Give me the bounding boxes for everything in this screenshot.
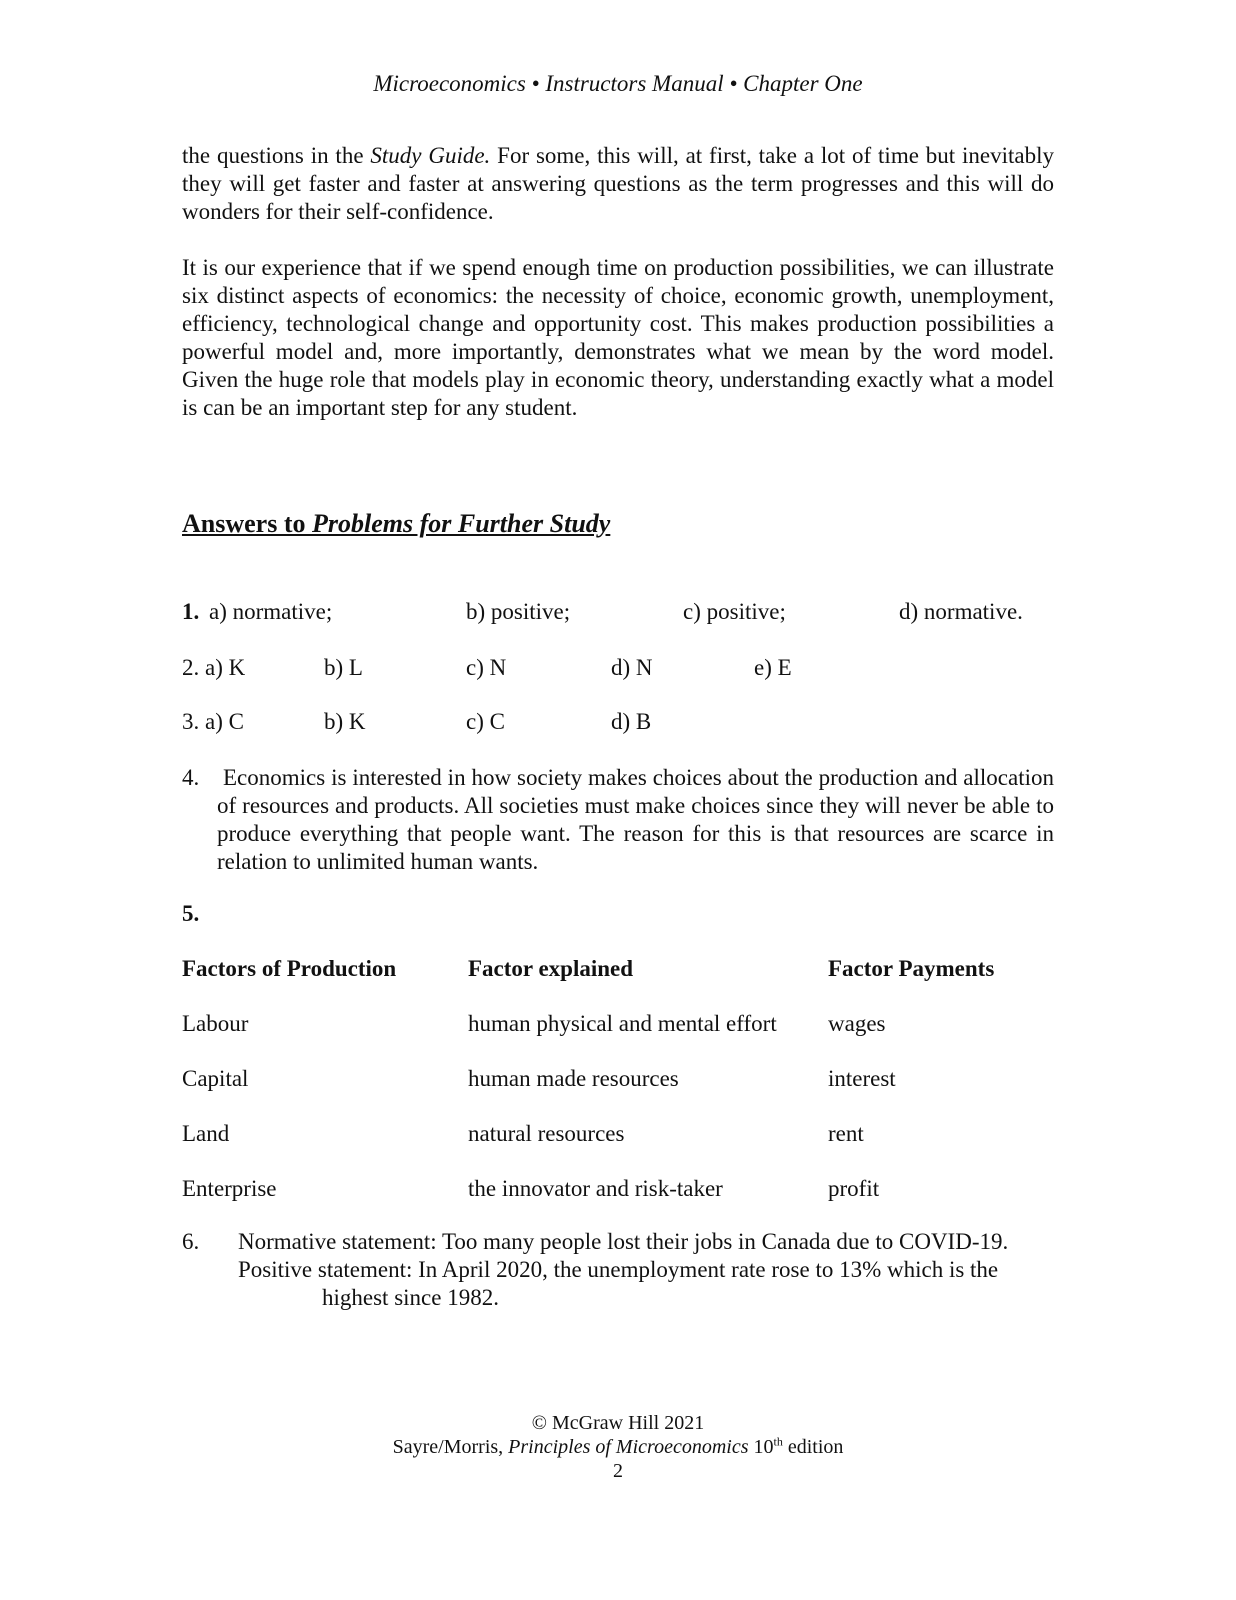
table-cell: interest <box>828 1066 896 1091</box>
footer-edition-number: 10 <box>748 1436 774 1458</box>
q1-answer-d: d) normative. <box>899 599 1023 624</box>
q5-number: 5. <box>182 901 200 926</box>
q4-answer: Economics is interested in how society makes choices about the production and allocation of resources and products. All societies must make choices since they will never be able to produce everything that people want. The reason for this is that resources are scarce in relation to unlimited human wants. <box>217 765 1054 874</box>
para1-lead: the questions in the <box>182 143 371 168</box>
payments-header: Factor Payments <box>828 956 995 981</box>
paragraph-study-guide <box>182 142 1054 226</box>
table-cell: human physical and mental effort <box>468 1011 777 1036</box>
footer-book-title: Principles of Microeconomics <box>508 1436 749 1458</box>
q2-answer-a: 2. a) K <box>182 655 246 680</box>
table-cell: human made resources <box>468 1066 679 1091</box>
q3-answer-d: d) B <box>611 709 652 734</box>
page-number: 2 <box>613 1460 623 1482</box>
table-cell: the innovator and risk-taker <box>468 1176 723 1201</box>
q6-number: 6. <box>182 1229 200 1254</box>
table-cell: Land <box>182 1121 230 1146</box>
footer-edition-word: edition <box>782 1436 844 1458</box>
running-header: Microeconomics • Instructors Manual • Chapter One <box>373 71 863 96</box>
table-cell: Enterprise <box>182 1176 277 1201</box>
table-cell: Labour <box>182 1011 249 1036</box>
q6-positive-statement: Positive statement: In April 2020, the unemployment rate rose to 13% which is the <box>238 1257 999 1282</box>
section-heading-lead: Answers to <box>182 509 312 538</box>
q6-positive-statement-cont: highest since 1982. <box>322 1285 499 1310</box>
q3-answer-a: 3. a) C <box>182 709 244 734</box>
section-heading <box>182 508 610 540</box>
q1-answer-a: a) normative; <box>209 599 333 624</box>
q3-answer-c: c) C <box>466 709 505 734</box>
table-cell: wages <box>828 1011 886 1036</box>
table-cell: rent <box>828 1121 864 1146</box>
footer-citation <box>0 1435 1236 1459</box>
paragraph-production-possibilities: It is our experience that if we spend enough time on production possibilities, we can illustrate six distinct aspects of economics: the necessity of choice, economic growth, unemployment, efficiency, technological change and opportunity cost. This makes production possibilities a powerful model and, more importantly, demonstrates what we mean by the word model. Given the huge role that models play in economic theory, understanding exactly what a model is can be an important step for any student. <box>182 255 1054 420</box>
q2-answer-b: b) L <box>324 655 363 680</box>
table-cell: profit <box>828 1176 880 1201</box>
q2-answer-e: e) E <box>754 655 792 680</box>
factors-header: Factors of Production <box>182 956 397 981</box>
section-heading-italic: Problems for Further Study <box>312 509 611 538</box>
study-guide-italic: Study Guide. <box>370 143 491 168</box>
table-cell: Capital <box>182 1066 249 1091</box>
q2-answer-c: c) N <box>466 655 507 680</box>
footer-edition-suffix: th <box>773 1434 783 1449</box>
q2-answer-d: d) N <box>611 655 653 680</box>
footer-authors: Sayre/Morris, <box>392 1436 509 1458</box>
explained-header: Factor explained <box>468 956 634 981</box>
q1-answer-c: c) positive; <box>683 599 786 624</box>
q6-normative-statement: Normative statement: Too many people lost their jobs in Canada due to COVID-19. <box>238 1229 1009 1254</box>
table-cell: natural resources <box>468 1121 625 1146</box>
q4-number: 4. <box>182 765 200 790</box>
q3-answer-b: b) K <box>324 709 366 734</box>
q1-number: 1. <box>182 599 200 624</box>
para1-rest: For some, this will, at first, take a lot of time but inevitably they will get faster and faster at answering questions as the term progresses and this will do wonders for their self-confidence. <box>182 143 1054 224</box>
footer-copyright: © McGraw Hill 2021 <box>531 1412 705 1434</box>
q1-answer-b: b) positive; <box>466 599 571 624</box>
